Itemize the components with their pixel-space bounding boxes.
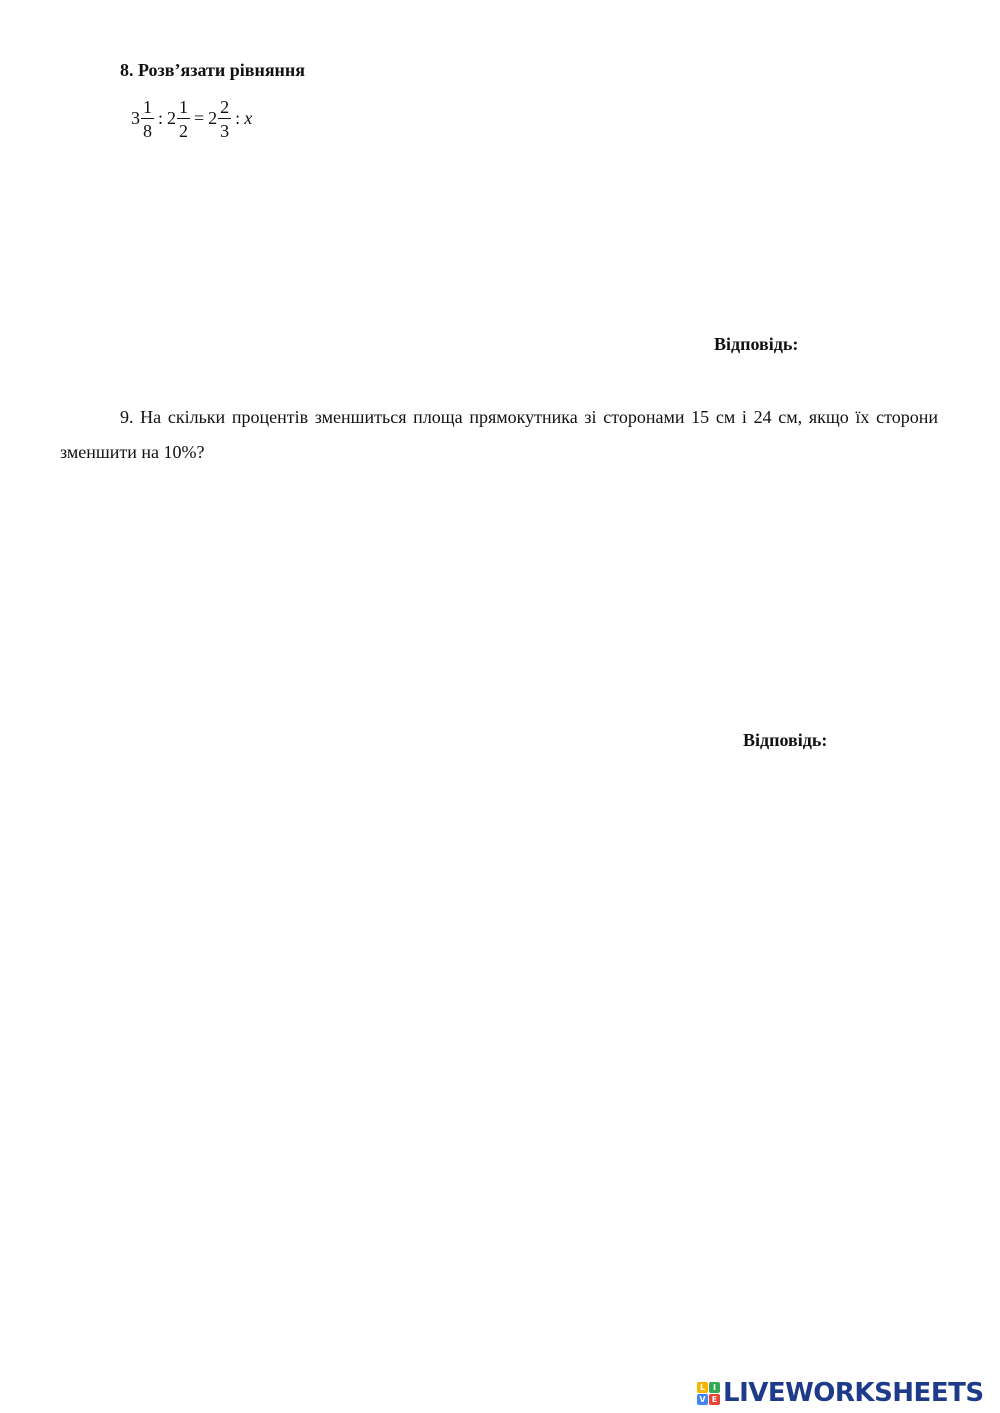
mixed-number-1 (131, 96, 154, 140)
numerator: 1 (179, 97, 189, 117)
logo-tile: V (697, 1394, 708, 1405)
logo-text: LIVEWORKSHEETS (723, 1378, 984, 1408)
logo-tile: E (709, 1394, 720, 1405)
division-sign: : (158, 107, 164, 128)
division-sign: : (235, 107, 241, 128)
question-8-title: 8. Розв’язати рівняння (120, 60, 306, 80)
mixed-number-3 (208, 96, 231, 140)
denominator: 8 (143, 121, 152, 141)
whole-part: 2 (208, 107, 218, 128)
question-9-text: 9. На скільки процентів зменшиться площа прямокутника зі сторонами 15 см і 24 см, якщо їх сторони зменшити на 10%? (60, 407, 938, 462)
logo-tile: I (709, 1382, 720, 1393)
numerator: 2 (220, 97, 230, 117)
logo-tiles-icon (697, 1382, 720, 1405)
answer-label-9: Відповідь: (743, 730, 828, 750)
fraction (177, 98, 190, 140)
whole-part: 3 (131, 107, 140, 128)
answer-label-8: Відповідь: (714, 334, 799, 354)
mixed-number-2 (167, 96, 190, 140)
equals-sign: = (194, 107, 205, 128)
variable-x: x (244, 107, 253, 128)
denominator: 2 (179, 121, 189, 141)
whole-part: 2 (167, 107, 177, 128)
liveworksheets-logo (697, 1376, 984, 1410)
denominator: 3 (220, 121, 230, 141)
numerator: 1 (143, 97, 152, 117)
fraction (218, 98, 231, 140)
equation (131, 96, 252, 140)
logo-tile: L (697, 1382, 708, 1393)
fraction (141, 98, 154, 140)
